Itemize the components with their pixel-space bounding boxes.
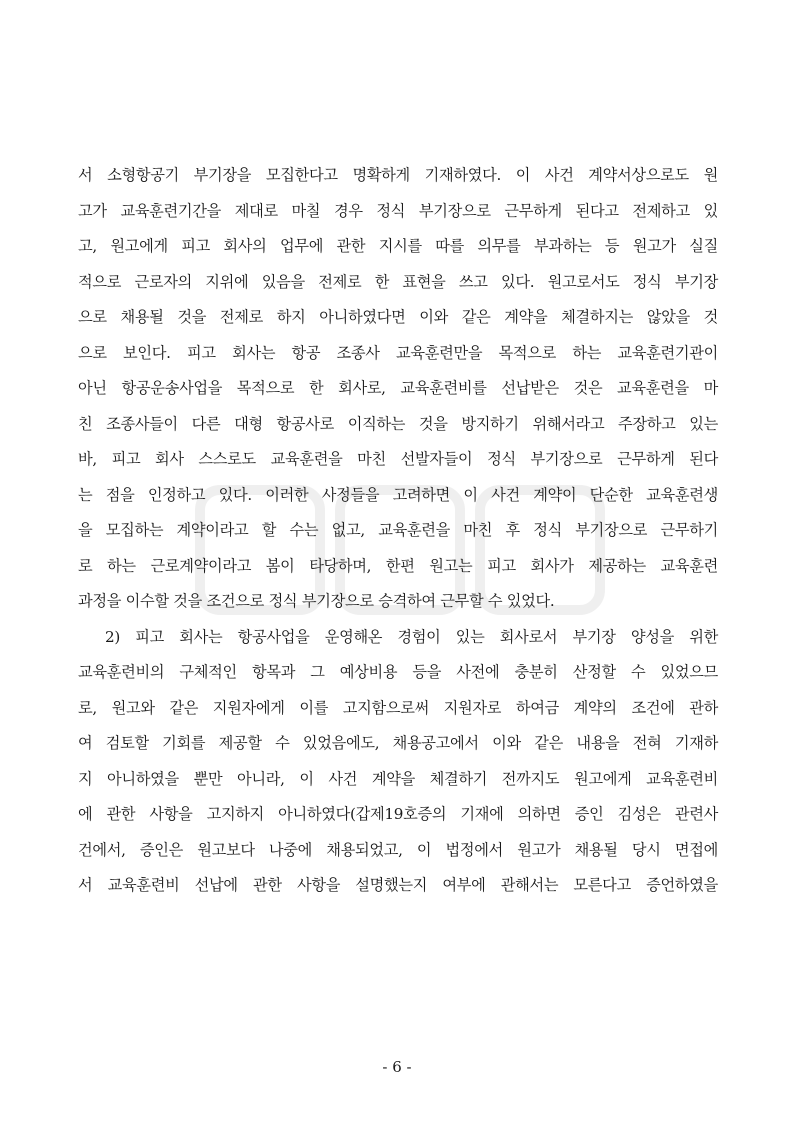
text-line: 을 모집하는 계약이라고 할 수는 없고, 교육훈련을 마친 후 정식 부기장으로 근무하기 xyxy=(78,521,718,539)
text-line: 고가 교육훈련기간을 제대로 마칠 경우 정식 부기장으로 근무하게 된다고 전제하고 있 xyxy=(78,201,718,220)
text-line: 친 조종사들이 다른 대형 항공사로 이직하는 것을 방지하기 위해서라고 주장하고 있는 xyxy=(78,414,718,433)
text-line: 으로 채용될 것을 전제로 하지 아니하였다면 이와 같은 계약을 체결하지는 않았을 것 xyxy=(78,308,718,326)
document-body xyxy=(78,158,718,904)
text-line: 로 하는 근로계약이라고 봄이 타당하며, 한편 원고는 피고 회사가 제공하는 교육훈련 xyxy=(78,556,718,575)
text-line: 건에서, 증인은 원고보다 나중에 채용되었고, 이 법정에서 원고가 채용될 당시 면접에 xyxy=(78,840,718,859)
text-line: 여 검토할 기회를 제공할 수 있었음에도, 채용공고에서 이와 같은 내용을 전혀 기재하 xyxy=(78,734,718,752)
page-number: - 6 - xyxy=(382,1058,412,1076)
text-line: 로, 원고와 같은 지원자에게 이를 고지함으로써 지원자로 하여금 계약의 조건에 관하 xyxy=(78,698,718,717)
text-line: 과정을 이수할 것을 조건으로 정식 부기장으로 승격하여 근무할 수 있었다. xyxy=(78,592,555,610)
text-line: 2) 피고 회사는 항공사업을 운영해온 경험이 있는 회사로서 부기장 양성을 위한 xyxy=(105,627,718,646)
text-line: 아닌 항공운송사업을 목적으로 한 회사로, 교육훈련비를 선납받은 것은 교육훈련을 마 xyxy=(78,379,718,397)
text-line: 서 교육훈련비 선납에 관한 사항을 설명했는지 여부에 관해서는 모른다고 증언하였을 xyxy=(78,876,718,894)
text-line: 고, 원고에게 피고 회사의 업무에 관한 지시를 따를 의무를 부과하는 등 원고가 실질 xyxy=(78,237,718,255)
text-line: 는 점을 인정하고 있다. 이러한 사정들을 고려하면 이 사건 계약이 단순한 교육훈련생 xyxy=(78,485,718,504)
text-line: 서 소형항공기 부기장을 모집한다고 명확하게 기재하였다. 이 사건 계약서상으로도 원 xyxy=(78,166,718,184)
text-line: 바, 피고 회사 스스로도 교육훈련을 마친 선발자들이 정식 부기장으로 근무하게 된다 xyxy=(78,450,718,468)
text-line: 지 아니하였을 뿐만 아니라, 이 사건 계약을 체결하기 전까지도 원고에게 교육훈련비 xyxy=(78,769,718,788)
text-line: 에 관한 사항을 고지하지 아니하였다(갑제19호증의 기재에 의하면 증인 김성은 관련사 xyxy=(78,805,718,823)
text-line: 으로 보인다. 피고 회사는 항공 조종사 교육훈련만을 목적으로 하는 교육훈련기관이 xyxy=(78,343,718,362)
text-line: 적으로 근로자의 지위에 있음을 전제로 한 표현을 쓰고 있다. 원고로서도 정식 부기장 xyxy=(78,272,718,291)
text-line: 교육훈련비의 구체적인 항목과 그 예상비용 등을 사전에 충분히 산정할 수 있었으므 xyxy=(78,663,718,681)
